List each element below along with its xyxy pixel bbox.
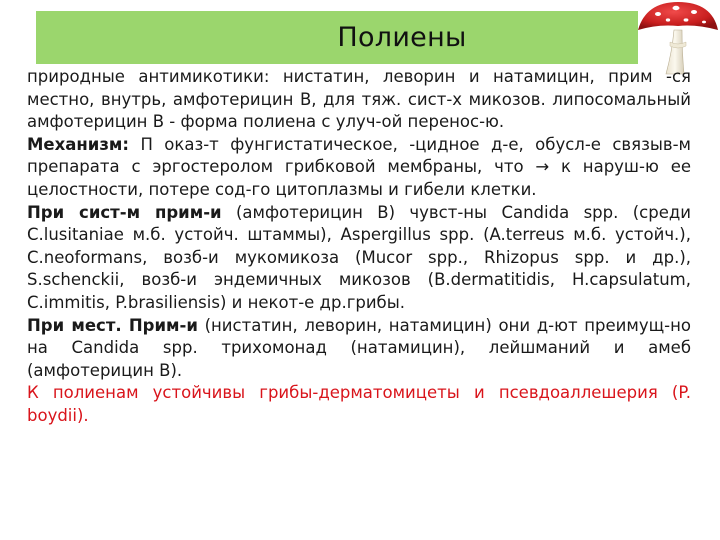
mushroom-icon [636,0,720,76]
systemic-text: (амфотерицин В) чувст-ны Candida spp. (среди C.lusitaniae м.б. устойч. штаммы), Aspergillus spp. (A.terreus м.б. устойч.), C.neoformans, возб-и мукомикоза (Mucor spp., Rhizopus spp. и др.), S.schenckii, возб-и эндемичных микозов (B.dermatitidis, H.capsulatum, C.immitis, P.brasiliensis) и некот-е др.грибы. [27,202,691,312]
slide-body [27,66,691,428]
resistance-paragraph: К полиенам устойчивы грибы-дерматомицеты и псевдоаллешерия (P. boydii). [27,383,691,425]
systemic-paragraph [27,202,691,315]
mechanism-text: П оказ-т фунгистатическое, -цидное д-е, обусл-е связыв-м препарата с эргостеролом грибковой мембраны, что → к наруш-ю ее целостности, потере сод-го цитоплазмы и гибели клетки. [27,134,691,199]
intro-paragraph: природные антимикотики: нистатин, леворин и натамицин, прим -ся местно, внутрь, амфотерицин В, для тяж. сист-х микозов. липосомальный амфотерицин В - форма полиена с улуч-ой перенос-ю. [27,67,691,132]
title-bar [36,11,638,64]
mechanism-label: Механизм: [27,134,130,154]
slide-title: Полиены [337,22,467,53]
local-paragraph [27,315,691,383]
local-label: При мест. Прим-и [27,315,198,335]
systemic-label: При сист-м прим-и [27,202,222,222]
local-text: (нистатин, леворин, натамицин) они д-ют преимущ-но на Candida spp. трихомонад (натамицин), лейшманий и амеб (амфотерицин В). [27,315,691,380]
mechanism-paragraph [27,134,691,202]
